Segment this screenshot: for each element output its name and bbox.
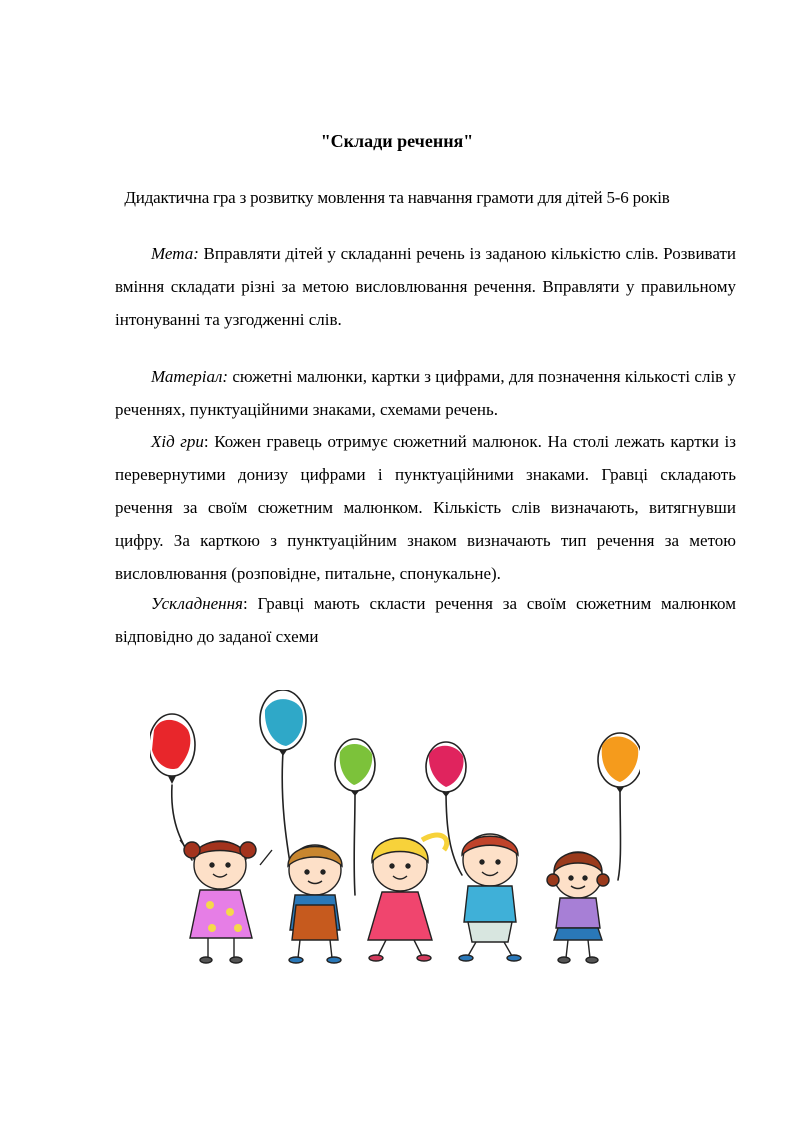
course-label: Хід гри (151, 432, 204, 451)
complication-label: Ускладнення (151, 594, 243, 613)
goal-label: Мета: (151, 244, 199, 263)
goal-text: Вправляти дітей у складанні речень із заданою кількістю слів. Розвивати вміння складати різні за метою висловлювання речення. Вправляти у правильному інтонуванні та узгодженні слів. (115, 244, 736, 329)
goal-paragraph (115, 237, 736, 336)
child-girl-purple (180, 840, 272, 963)
material-label: Матеріал: (151, 367, 229, 386)
course-paragraph (115, 425, 736, 590)
material-paragraph (115, 360, 736, 426)
children-with-balloons-illustration (150, 690, 640, 975)
complication-text: : Гравці мають скласти речення за своїм сюжетним малюнком відповідно до заданої схеми (115, 594, 736, 646)
child-girl-blonde (368, 835, 447, 961)
child-boy-blue (459, 834, 521, 961)
complication-paragraph (115, 587, 736, 653)
balloon-pink (426, 742, 466, 797)
child-girl-pigtails (547, 852, 609, 963)
document-title: "Склади речення" (320, 131, 474, 151)
balloon-green (335, 739, 375, 796)
balloon-orange (598, 733, 640, 793)
course-text: : Кожен гравець отримує сюжетний малюнок. На столі лежать картки із перевернутими донизу цифрами і пунктуаційними знаками. Гравці складають речення за своїм сюжетним малюнком. Кількість слів визначають, витягнувши цифру. За карткою з пунктуаційним знаком визначають тип речення за метою висловлювання (розповідне, питальне, спонукальне). (115, 432, 736, 583)
material-text: сюжетні малюнки, картки з цифрами, для позначення кількості слів у реченнях, пунктуаційними знаками, схемами речень. (115, 367, 736, 419)
child-boy-overalls (288, 845, 342, 963)
balloons (150, 690, 640, 797)
balloon-blue (260, 690, 306, 756)
balloon-red (150, 714, 195, 784)
document-subtitle: Дидактична гра з розвитку мовлення та навчання грамоти для дітей 5-6 років (124, 188, 670, 207)
